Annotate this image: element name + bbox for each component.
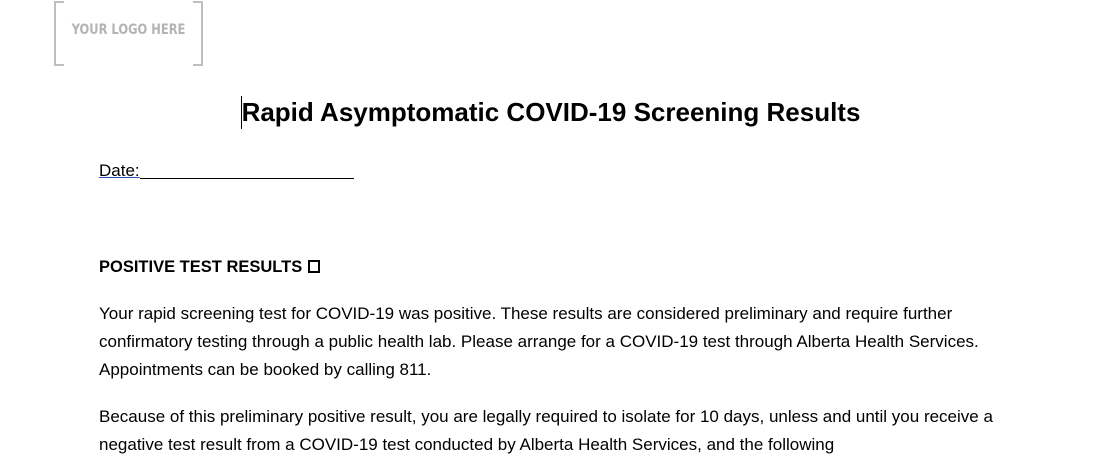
date-blank-line[interactable]	[140, 158, 354, 179]
positive-results-heading-text: POSITIVE TEST RESULTS	[99, 258, 303, 276]
positive-results-heading	[99, 255, 320, 279]
document-title-text: Rapid Asymptomatic COVID-19 Screening Results	[241, 97, 861, 127]
document-title[interactable]	[0, 95, 1101, 129]
paragraph-positive-result: Your rapid screening test for COVID-19 was positive. These results are considered preliminary and require further confirmatory testing through a public health lab. Please arrange for a COVID-19 test through Alberta Health Services. Appointments can be booked by calling 811.	[99, 304, 979, 379]
logo-bracket-right	[193, 1, 203, 66]
paragraph-isolation-requirement: Because of this preliminary positive result, you are legally required to isolate for 10 days, unless and until you receive a negative test result from a COVID-19 test conducted by Alberta Health Services, and the following	[99, 407, 993, 454]
positive-results-checkbox[interactable]	[308, 260, 320, 273]
date-field[interactable]	[99, 158, 354, 183]
logo-bracket-left	[54, 1, 64, 66]
logo-placeholder	[54, 1, 203, 66]
date-label: Date:	[99, 161, 140, 180]
logo-text: YOUR LOGO HERE	[71, 22, 186, 38]
